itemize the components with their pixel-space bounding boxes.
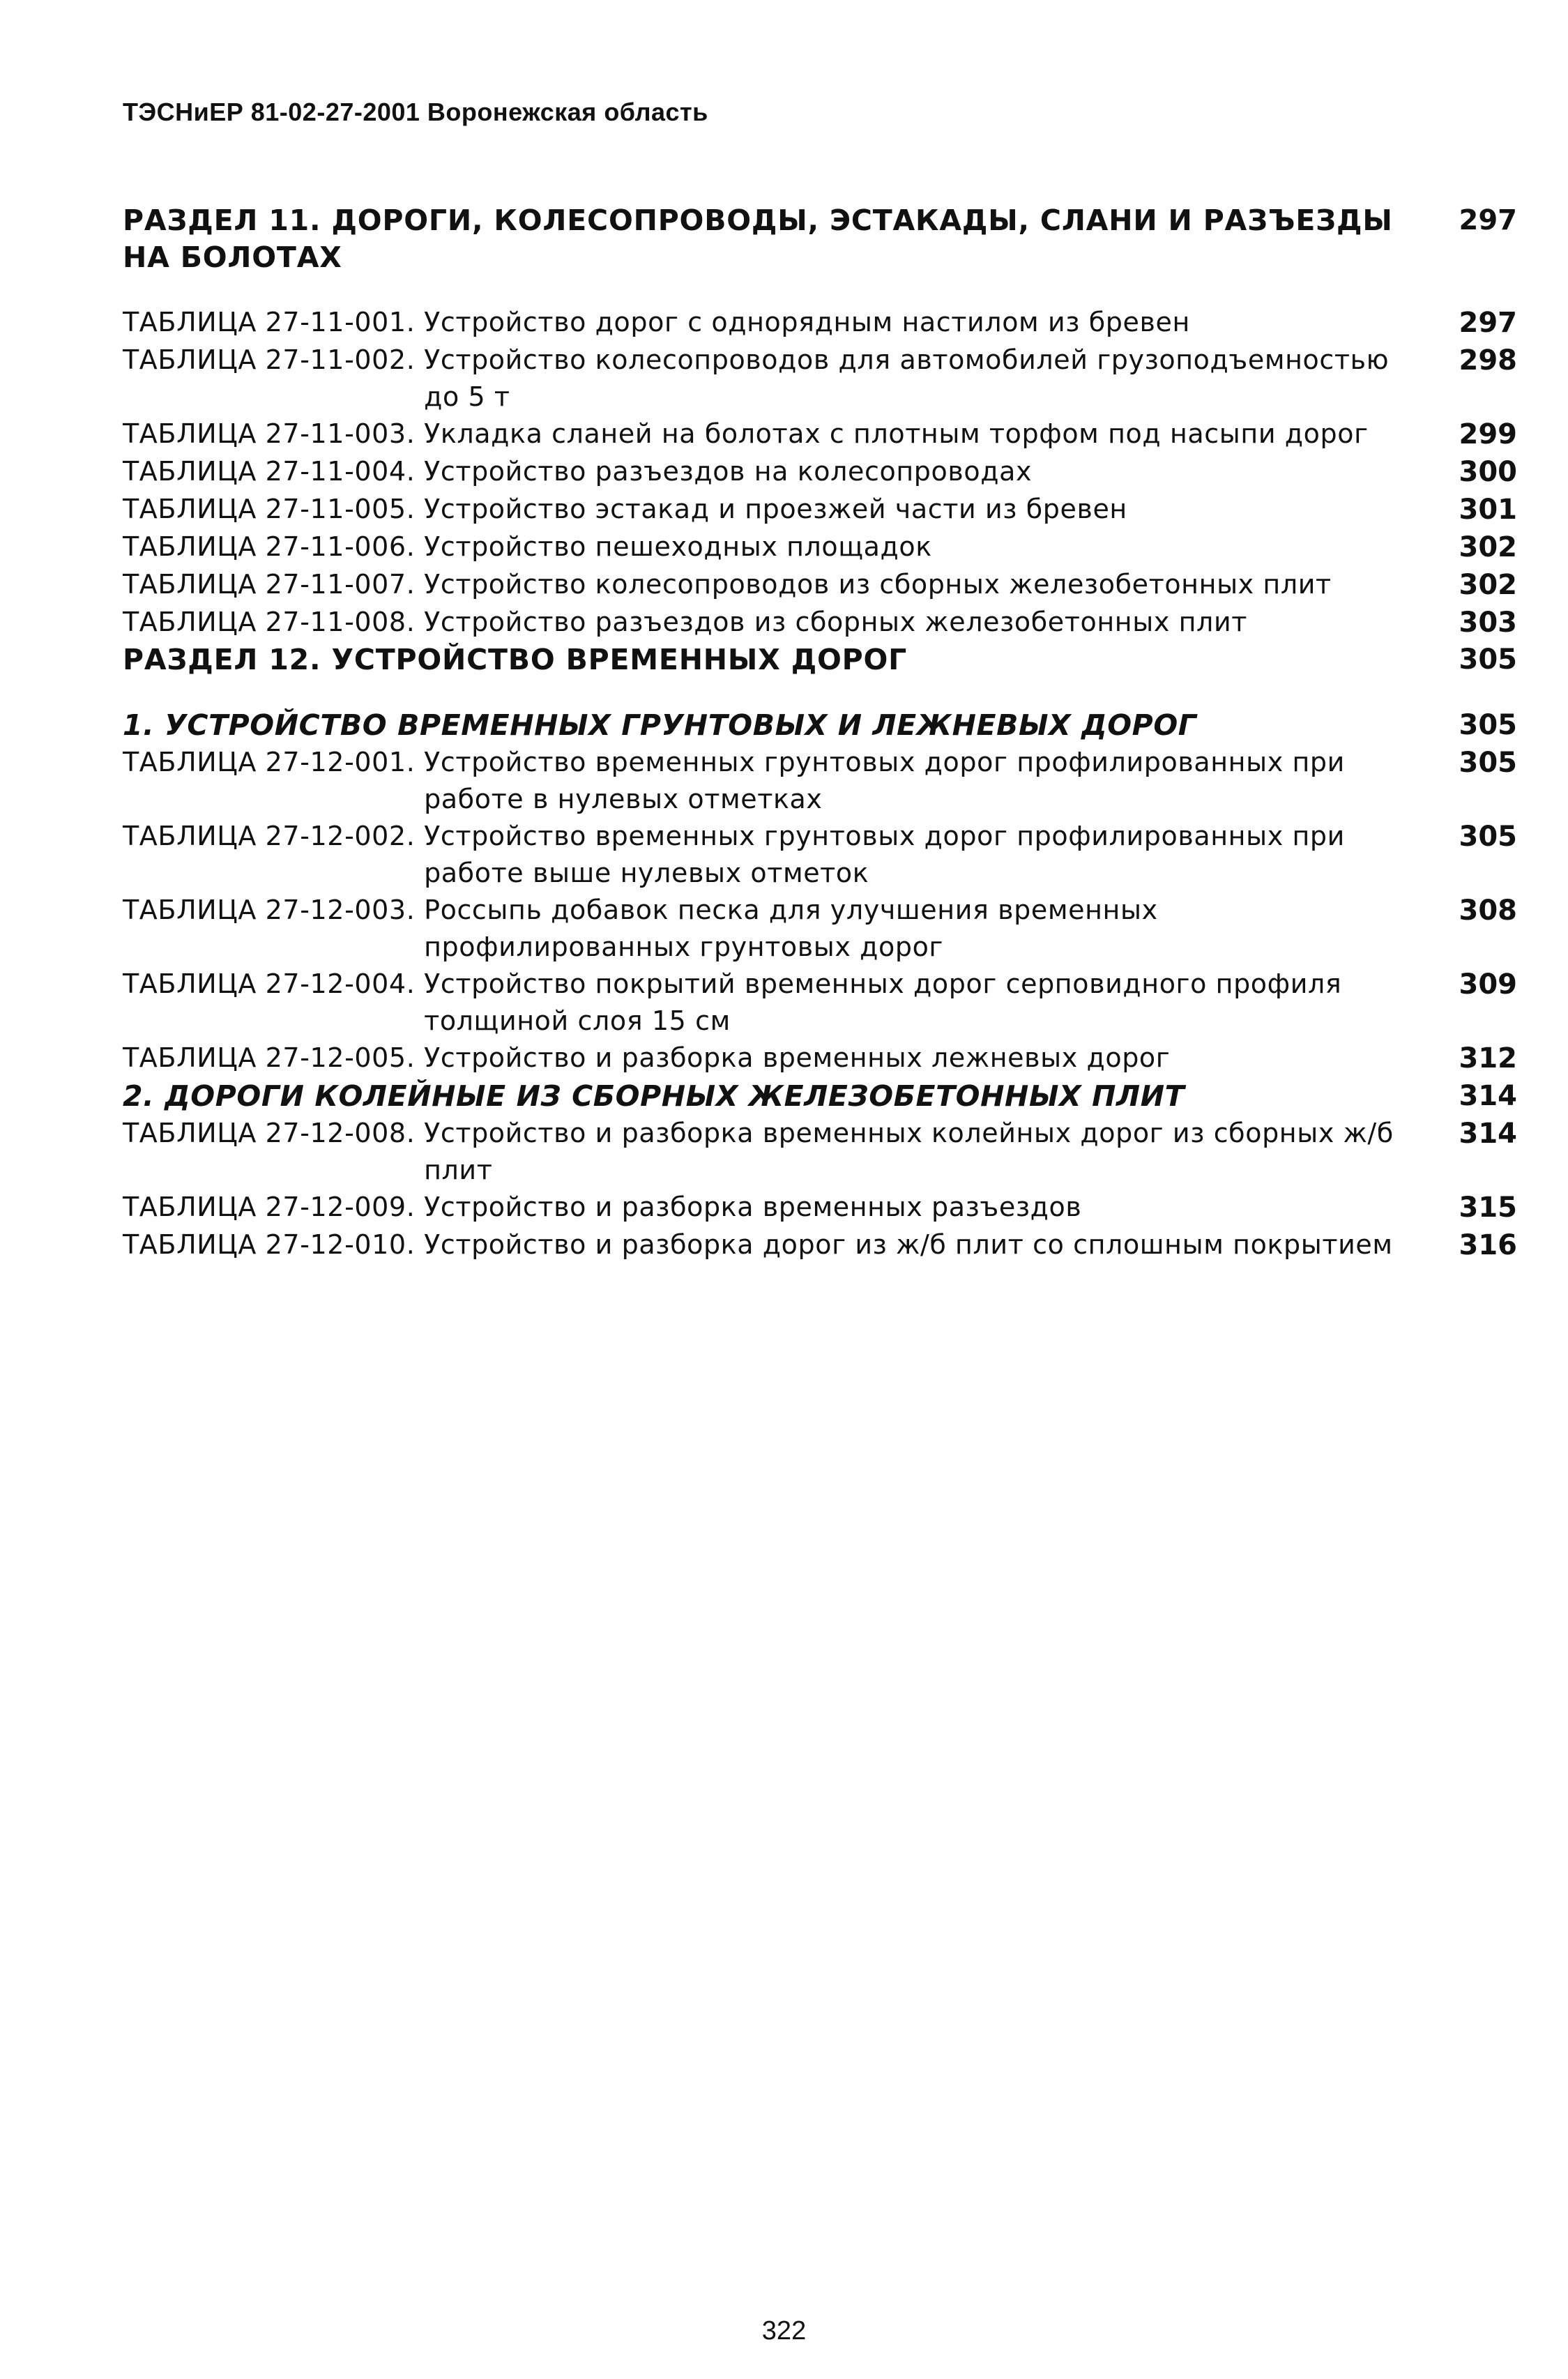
entry-title: Устройство и разборка временных лежневых дорог (424, 1042, 1171, 1073)
entry-code: ТАБЛИЦА 27-11-006. (123, 531, 425, 562)
entry-code: ТАБЛИЦА 27-11-002. (123, 344, 425, 375)
entry-code: ТАБЛИЦА 27-11-007. (123, 569, 425, 600)
entry-page: 308 (1459, 895, 1517, 927)
entry-title: Устройство и разборка временных разъездов (424, 1192, 1082, 1222)
toc-entry[interactable] (123, 566, 1517, 604)
entry-title: Укладка сланей на болотах с плотным торфом под насыпи дорог (424, 418, 1369, 449)
subsection-page: 305 (1459, 709, 1517, 741)
toc-entry[interactable] (123, 1115, 1517, 1189)
toc-entry[interactable] (123, 453, 1517, 491)
toc-entry[interactable] (123, 342, 1517, 416)
toc-section-12[interactable] (123, 641, 1517, 678)
entry-code: ТАБЛИЦА 27-12-005. (123, 1042, 425, 1073)
entry-code: ТАБЛИЦА 27-11-004. (123, 456, 425, 487)
entry-title: Россыпь добавок песка для улучшения временных профилированных грунтовых дорог (424, 895, 1158, 962)
entry-title: Устройство и разборка временных колейных дорог из сборных ж/б плит (424, 1118, 1394, 1185)
entry-code: ТАБЛИЦА 27-11-008. (123, 607, 425, 637)
entry-code: ТАБЛИЦА 27-12-004. (123, 968, 425, 999)
entry-page: 299 (1459, 418, 1517, 450)
entry-page: 312 (1459, 1042, 1517, 1074)
entry-title: Устройство эстакад и проезжей части из бревен (424, 494, 1127, 524)
entry-title: Устройство колесопроводов из сборных железобетонных плит (424, 569, 1332, 600)
entry-code: ТАБЛИЦА 27-11-005. (123, 494, 425, 524)
entry-page: 305 (1459, 821, 1517, 853)
toc-subsection-1[interactable] (123, 706, 1517, 744)
entry-code: ТАБЛИЦА 27-11-003. (123, 418, 425, 449)
entry-code: ТАБЛИЦА 27-12-010. (123, 1229, 425, 1260)
entry-page: 298 (1459, 344, 1517, 377)
subsection-page: 314 (1459, 1080, 1517, 1112)
toc-entry[interactable] (123, 1226, 1517, 1264)
toc-entry[interactable] (123, 491, 1517, 529)
entry-code: ТАБЛИЦА 27-12-001. (123, 747, 425, 777)
section-title: РАЗДЕЛ 12. УСТРОЙСТВО ВРЕМЕННЫХ ДОРОГ (123, 643, 908, 676)
entry-page: 302 (1459, 569, 1517, 601)
section-title: РАЗДЕЛ 11. ДОРОГИ, КОЛЕСОПРОВОДЫ, ЭСТАКАДЫ, СЛАНИ И РАЗЪЕЗДЫ НА БОЛОТАХ (123, 204, 1393, 274)
entry-page: 297 (1459, 307, 1517, 339)
entry-page: 300 (1459, 456, 1517, 488)
entry-page: 309 (1459, 968, 1517, 1001)
table-of-contents (123, 202, 1517, 1264)
toc-entry[interactable] (123, 416, 1517, 453)
subsection-title: 2. ДОРОГИ КОЛЕЙНЫЕ ИЗ СБОРНЫХ ЖЕЛЕЗОБЕТОННЫХ ПЛИТ (123, 1079, 1185, 1113)
entry-code: ТАБЛИЦА 27-12-008. (123, 1118, 425, 1148)
running-header: ТЭСНиЕР 81-02-27-2001 Воронежская область (123, 98, 708, 126)
entry-page: 314 (1459, 1118, 1517, 1150)
entry-page: 302 (1459, 531, 1517, 563)
section-page: 297 (1459, 204, 1517, 236)
toc-entry[interactable] (123, 304, 1517, 342)
entry-title: Устройство пешеходных площадок (424, 531, 932, 562)
entry-code: ТАБЛИЦА 27-12-003. (123, 895, 425, 925)
toc-entry[interactable] (123, 744, 1517, 818)
entry-page: 301 (1459, 494, 1517, 526)
entry-title: Устройство временных грунтовых дорог профилированных при работе выше нулевых отметок (424, 821, 1345, 888)
toc-entry[interactable] (123, 604, 1517, 641)
subsection-title: 1. УСТРОЙСТВО ВРЕМЕННЫХ ГРУНТОВЫХ И ЛЕЖНЕВЫХ ДОРОГ (123, 708, 1197, 742)
entry-code: ТАБЛИЦА 27-12-009. (123, 1192, 425, 1222)
entry-title: Устройство покрытий временных дорог серповидного профиля толщиной слоя 15 см (424, 968, 1342, 1036)
toc-entry[interactable] (123, 892, 1517, 966)
toc-entry[interactable] (123, 966, 1517, 1040)
entry-title: Устройство и разборка дорог из ж/б плит со сплошным покрытием (424, 1229, 1393, 1260)
entry-code: ТАБЛИЦА 27-11-001. (123, 307, 425, 337)
toc-entry[interactable] (123, 1040, 1517, 1077)
entry-page: 303 (1459, 607, 1517, 639)
entry-code: ТАБЛИЦА 27-12-002. (123, 821, 425, 851)
toc-entry[interactable] (123, 818, 1517, 892)
entry-title: Устройство разъездов из сборных железобетонных плит (424, 607, 1247, 637)
section-page: 305 (1459, 644, 1517, 676)
entry-page: 315 (1459, 1192, 1517, 1224)
entry-title: Устройство колесопроводов для автомобилей грузоподъемностью до 5 т (424, 344, 1390, 412)
entry-page: 316 (1459, 1229, 1517, 1261)
toc-entry[interactable] (123, 1189, 1517, 1226)
entry-title: Устройство временных грунтовых дорог профилированных при работе в нулевых отметках (424, 747, 1345, 814)
toc-entry[interactable] (123, 529, 1517, 566)
toc-subsection-2[interactable] (123, 1077, 1517, 1115)
page-number: 322 (761, 2316, 807, 2346)
toc-section-11[interactable] (123, 202, 1517, 276)
entry-title: Устройство дорог с однорядным настилом из бревен (424, 307, 1190, 337)
entry-page: 305 (1459, 747, 1517, 779)
entry-title: Устройство разъездов на колесопроводах (424, 456, 1033, 487)
